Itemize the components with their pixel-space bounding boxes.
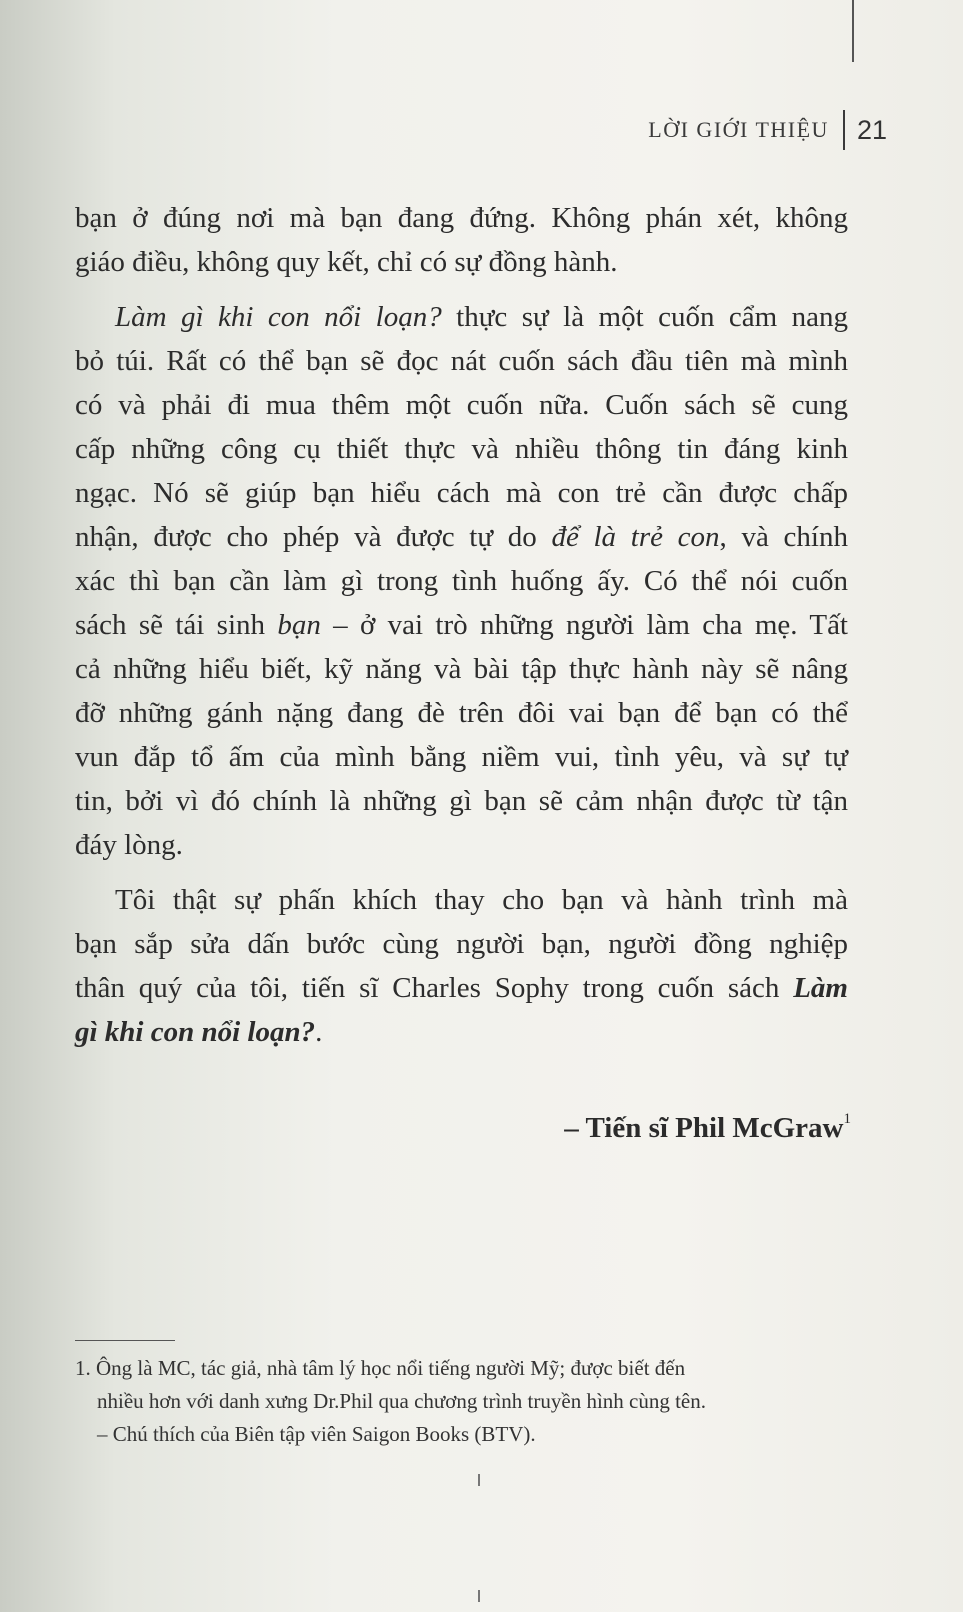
text-fragment: . <box>315 1016 323 1048</box>
footnote <box>75 1352 845 1451</box>
book-title: Làm <box>793 972 848 1004</box>
text-line <box>75 603 848 647</box>
footnote-line: nhiều hơn với danh xưng Dr.Phil qua chương trình truyền hình cùng tên. <box>97 1389 706 1413</box>
fold-mark <box>478 1590 480 1602</box>
book-title: gì khi con nổi loạn? <box>75 1016 316 1048</box>
fold-mark <box>478 1474 480 1486</box>
paragraph-2 <box>75 295 848 867</box>
paragraph-3 <box>75 878 848 1054</box>
text-line <box>75 1010 848 1054</box>
emphasis: bạn <box>277 609 321 641</box>
emphasis: để là trẻ con <box>551 521 720 553</box>
text-line: bạn ở đúng nơi mà bạn đang đứng. Không phán xét, không <box>75 202 848 234</box>
text-line: có và phải đi mua thêm một cuốn nữa. Cuốn sách sẽ cung <box>75 389 848 421</box>
text-line: tin, bởi vì đó chính là những gì bạn sẽ cảm nhận được từ tận <box>75 785 848 817</box>
signature <box>564 1111 851 1145</box>
book-title: Làm gì khi con nổi loạn? <box>115 301 442 333</box>
text-line: cả những hiểu biết, kỹ năng và bài tập thực hành này sẽ nâng <box>75 653 848 685</box>
paragraph-1 <box>75 196 848 284</box>
text-fragment: thực sự là một cuốn cẩm nang <box>441 301 848 333</box>
footnote-rule <box>75 1340 175 1341</box>
text-line: giáo điều, không quy kết, chỉ có sự đồng hành. <box>75 246 618 278</box>
header-rule <box>852 0 854 62</box>
text-fragment: sách sẽ tái sinh <box>75 609 278 641</box>
text-line: vun đắp tổ ấm của mình bằng niềm vui, tình yêu, và sự tự <box>75 741 848 773</box>
body-text <box>75 196 848 1054</box>
text-line: cấp những công cụ thiết thực và nhiều thông tin đáng kinh <box>75 433 848 465</box>
footnote-line: 1. Ông là MC, tác giả, nhà tâm lý học nổi tiếng người Mỹ; được biết đến <box>75 1356 686 1380</box>
text-line: Tôi thật sự phấn khích thay cho bạn và hành trình mà <box>115 884 848 916</box>
text-line <box>75 515 848 559</box>
footnote-reference: 1 <box>843 1111 851 1127</box>
text-fragment: nhận, được cho phép và được tự do <box>75 521 552 553</box>
section-title: LỜI GIỚI THIỆU <box>648 117 829 142</box>
text-line: xác thì bạn cần làm gì trong tình huống ấy. Có thể nói cuốn <box>75 565 848 597</box>
text-line: ngạc. Nó sẽ giúp bạn hiểu cách mà con trẻ cần được chấp <box>75 477 848 509</box>
text-line: đáy lòng. <box>75 829 183 861</box>
text-line <box>75 295 848 339</box>
text-fragment: – ở vai trò những người làm cha mẹ. Tất <box>320 609 848 641</box>
text-fragment: , và chính <box>719 521 848 553</box>
signature-name: – Tiến sĩ Phil McGraw <box>564 1112 844 1144</box>
running-head <box>648 108 887 152</box>
text-line <box>75 966 848 1010</box>
page-number: 21 <box>856 114 887 145</box>
text-line: đỡ những gánh nặng đang đè trên đôi vai bạn để bạn có thể <box>75 697 848 729</box>
footnote-line: – Chú thích của Biên tập viên Saigon Books (BTV). <box>97 1422 536 1446</box>
text-fragment: thân quý của tôi, tiến sĩ Charles Sophy trong cuốn sách <box>75 972 794 1004</box>
text-line: bạn sắp sửa dấn bước cùng người bạn, người đồng nghiệp <box>75 928 848 960</box>
text-line: bỏ túi. Rất có thể bạn sẽ đọc nát cuốn sách đầu tiên mà mình <box>75 345 848 377</box>
